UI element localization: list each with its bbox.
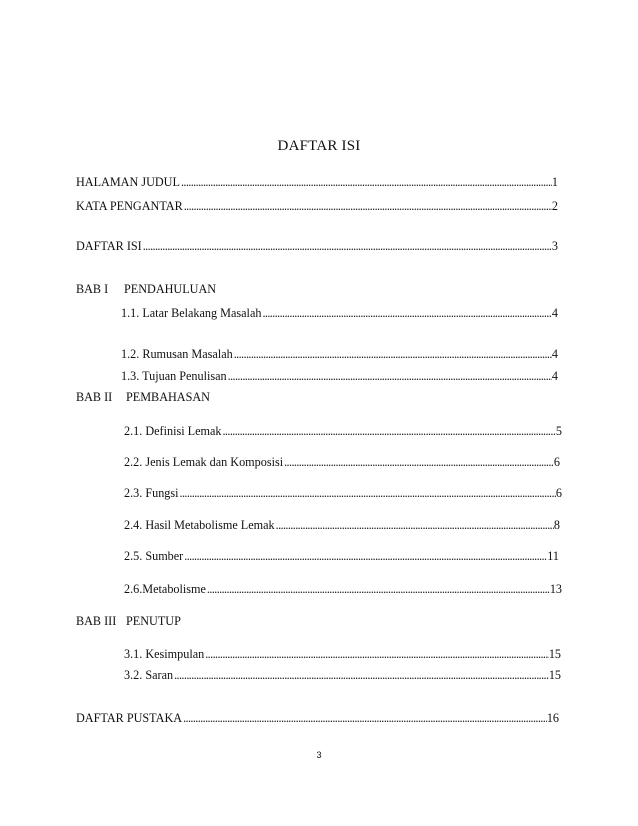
chapter-number: BAB III	[76, 614, 117, 628]
toc-entry-label: 2.1. Definisi Lemak	[124, 424, 222, 438]
toc-leader-dots	[283, 455, 554, 469]
toc-entry-page: 6	[553, 455, 560, 469]
toc-entry-page: 11	[547, 549, 559, 563]
toc-entry-kata-pengantar	[76, 199, 558, 213]
toc-entry-sumber	[124, 549, 559, 563]
page-number: 3	[316, 750, 322, 760]
toc-entry-label: 1.2. Rumusan Masalah	[121, 347, 233, 361]
toc-leader-dots	[206, 582, 550, 596]
toc-entry-page: 15	[548, 647, 561, 661]
toc-entry-label: KATA PENGANTAR	[76, 199, 183, 213]
chapter-number: BAB I	[76, 282, 109, 296]
toc-entry-page: 6	[555, 486, 562, 500]
toc-leader-dots	[183, 199, 552, 213]
toc-leader-dots	[180, 175, 552, 189]
chapter-heading-bab-3	[76, 614, 181, 628]
toc-leader-dots	[233, 347, 552, 361]
toc-entry-page: 4	[551, 306, 558, 320]
toc-entry-label: 3.1. Kesimpulan	[124, 647, 205, 661]
toc-entry-label: 2.2. Jenis Lemak dan Komposisi	[124, 455, 284, 469]
toc-entry-label: DAFTAR ISI	[76, 239, 142, 253]
chapter-number: BAB II	[76, 390, 113, 404]
toc-entry-label: 1.3. Tujuan Penulisan	[121, 369, 227, 383]
chapter-heading-bab-2	[76, 390, 210, 404]
toc-leader-dots	[227, 369, 552, 383]
toc-entry-daftar-pustaka	[76, 711, 559, 725]
toc-leader-dots	[275, 518, 554, 532]
toc-entry-jenis-lemak	[124, 455, 560, 469]
toc-entry-latar-belakang	[121, 306, 558, 320]
toc-entry-label: 2.5. Sumber	[124, 549, 184, 563]
toc-entry-page: 4	[551, 347, 558, 361]
toc-leader-dots	[204, 647, 549, 661]
toc-entry-label: 3.2. Saran	[124, 668, 174, 682]
toc-entry-page: 4	[551, 369, 558, 383]
toc-entry-label: 2.4. Hasil Metabolisme Lemak	[124, 518, 275, 532]
toc-leader-dots	[179, 486, 556, 500]
toc-leader-dots	[142, 239, 552, 253]
toc-entry-label: 1.1. Latar Belakang Masalah	[121, 306, 262, 320]
toc-entry-page: 8	[553, 518, 560, 532]
toc-entry-metabolisme	[124, 582, 562, 596]
toc-entry-page: 13	[549, 582, 562, 596]
page-title: DAFTAR ISI	[277, 138, 361, 154]
toc-entry-label: 2.3. Fungsi	[124, 486, 179, 500]
toc-entry-kesimpulan	[124, 647, 561, 661]
toc-leader-dots	[261, 306, 551, 320]
toc-entry-page: 2	[551, 199, 558, 213]
chapter-title: PEMBAHASAN	[126, 390, 210, 404]
toc-leader-dots	[173, 668, 549, 682]
toc-entry-page: 16	[546, 711, 559, 725]
toc-entry-halaman-judul	[76, 175, 558, 189]
toc-entry-definisi-lemak	[124, 424, 562, 438]
chapter-title: PENDAHULUAN	[124, 282, 217, 296]
toc-entry-label: 2.6.Metabolisme	[124, 582, 206, 596]
toc-entry-tujuan-penulisan	[121, 369, 558, 383]
toc-entry-page: 1	[551, 175, 558, 189]
chapter-heading-bab-1	[76, 282, 216, 296]
toc-entry-page: 15	[548, 668, 561, 682]
toc-entry-page: 5	[555, 424, 562, 438]
toc-leader-dots	[221, 424, 555, 438]
toc-entry-hasil-metabolisme	[124, 518, 560, 532]
toc-entry-rumusan-masalah	[121, 347, 558, 361]
toc-entry-label: HALAMAN JUDUL	[76, 175, 180, 189]
toc-entry-saran	[124, 668, 561, 682]
toc-entry-page: 3	[551, 239, 558, 253]
toc-entry-fungsi	[124, 486, 562, 500]
toc-entry-label: DAFTAR PUSTAKA	[76, 711, 183, 725]
chapter-title: PENUTUP	[126, 614, 181, 628]
toc-leader-dots	[182, 711, 547, 725]
toc-entry-daftar-isi	[76, 239, 558, 253]
toc-leader-dots	[183, 549, 547, 563]
